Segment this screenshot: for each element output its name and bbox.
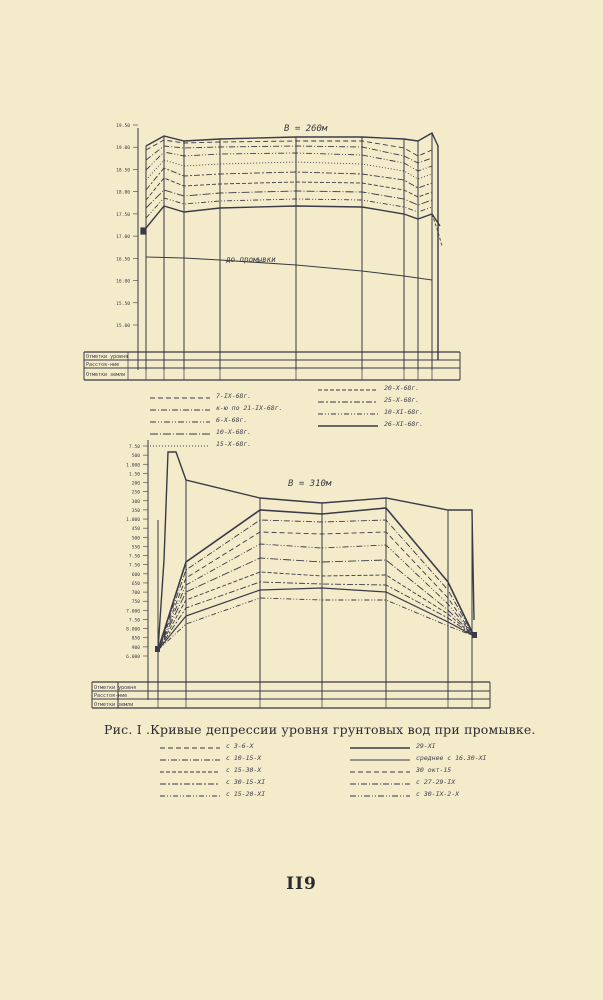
legend-swatch (160, 793, 220, 799)
y-tick-label: 500 (131, 454, 140, 460)
legend-label: 30 окт-15 (416, 766, 452, 774)
y-tick-label: 350 (131, 508, 140, 514)
legend-entry (160, 790, 340, 802)
y-tick-label: 250 (131, 490, 140, 496)
legend-entry (350, 790, 520, 802)
legend-label: 6-X-68г. (216, 416, 248, 424)
top-table-label-2: Расстоя-ние (86, 362, 120, 368)
bottom-y-tick-labels (126, 444, 148, 660)
legend-label: 7-IX-68г. (216, 392, 252, 400)
y-tick-label: 650 (131, 581, 140, 587)
y-tick-label: 7.50 (128, 618, 140, 624)
legend-entry (350, 778, 520, 790)
y-tick-label: 18.00 (116, 190, 130, 196)
y-tick-label: 1.000 (126, 518, 140, 524)
legend-swatch (350, 781, 410, 787)
legend-entry (350, 766, 520, 778)
legend-swatch (160, 781, 220, 787)
legend-label: c 15-20-XI (226, 790, 266, 798)
legend-swatch (350, 757, 410, 763)
y-tick-label: 16.00 (116, 279, 130, 285)
y-tick-label: 1.50 (128, 472, 140, 478)
legend-swatch (160, 769, 220, 775)
y-tick-label: 15.00 (116, 324, 130, 329)
legend-label: c 3-6-X (226, 742, 254, 750)
legend-label: 15-X-68г. (216, 440, 252, 448)
legend-swatch (350, 793, 410, 799)
y-tick-label: 17.50 (116, 212, 130, 218)
top-table-label-1: Отметки уровня (86, 354, 129, 360)
y-tick-label: 850 (131, 636, 140, 642)
legend-swatch (350, 769, 410, 775)
bottom-curves (158, 508, 474, 650)
y-tick-label: 19.50 (116, 124, 130, 129)
y-tick-label: 600 (131, 572, 140, 578)
page-number: II9 (286, 874, 317, 894)
legend-label: 25-X-68г. (384, 396, 420, 404)
y-tick-label: 18.50 (116, 168, 130, 174)
legend-label: к-ю по 21-IX-68г. (216, 404, 283, 412)
y-tick-label: 450 (131, 527, 140, 533)
legend-label: 10-XI-68г. (384, 408, 424, 416)
top-table-label-3: Отметки земли (86, 372, 126, 378)
y-tick-label: 300 (131, 499, 140, 505)
legend-label: 26-XI-68г. (384, 420, 424, 428)
y-tick-label: 15.50 (116, 301, 130, 307)
y-tick-label: 500 (131, 536, 140, 542)
bottom-legend-right (350, 742, 520, 802)
y-tick-label: 700 (131, 591, 140, 597)
legend-label: 10-X-68г. (216, 428, 252, 436)
y-tick-label: 7.000 (126, 609, 140, 615)
y-tick-label: 7.50 (128, 445, 140, 450)
y-tick-label: 7.50 (128, 554, 140, 560)
legend-label: среднее c 16.30-XI (416, 754, 487, 762)
y-tick-label: 550 (131, 545, 140, 551)
legend-label: c 30-IX-2-X (416, 790, 460, 798)
legend-entry (350, 742, 520, 754)
y-tick-label: 17.00 (116, 235, 130, 241)
y-tick-label: 7.50 (128, 563, 140, 569)
legend-entry (160, 766, 340, 778)
legend-entry (160, 778, 340, 790)
legend-label: c 30-15-XI (226, 778, 266, 786)
y-tick-label: 8.000 (126, 627, 140, 633)
bottom-table-label-1: Отметки уровня (94, 685, 137, 691)
y-tick-label: 750 (131, 600, 140, 606)
y-tick-label: 19.00 (116, 146, 130, 152)
bottom-chart-title: B = 310м (288, 479, 332, 489)
legend-swatch (350, 745, 410, 751)
y-tick-label: 6.000 (126, 655, 140, 660)
y-tick-label: 900 (131, 645, 140, 651)
y-tick-label: 200 (131, 481, 140, 487)
legend-label: c 27-29-IX (416, 778, 456, 786)
bottom-legend-left (160, 742, 340, 802)
legend-swatch (160, 757, 220, 763)
y-tick-label: 16.50 (116, 257, 130, 263)
top-chart-title: B = 260м (284, 124, 328, 134)
bottom-table-label-2: Расстоя-ние (94, 693, 128, 699)
legend-label: c 15-30-X (226, 766, 262, 774)
figure-caption: Рис. I .Кривые депрессии уровня грунтовых вод при промывке. (104, 722, 536, 737)
legend-label: c 10-15-X (226, 754, 262, 762)
legend-entry (350, 754, 520, 766)
legend-label: 20-X-68г. (384, 384, 420, 392)
bottom-table-label-3: Отметки земли (94, 702, 134, 708)
y-tick-label: 1.000 (126, 463, 140, 469)
legend-entry (160, 742, 340, 754)
legend-label: 29-XI (416, 742, 436, 750)
top-curve-label: до промывки (226, 255, 276, 264)
legend-entry (160, 754, 340, 766)
legend-swatch (160, 745, 220, 751)
